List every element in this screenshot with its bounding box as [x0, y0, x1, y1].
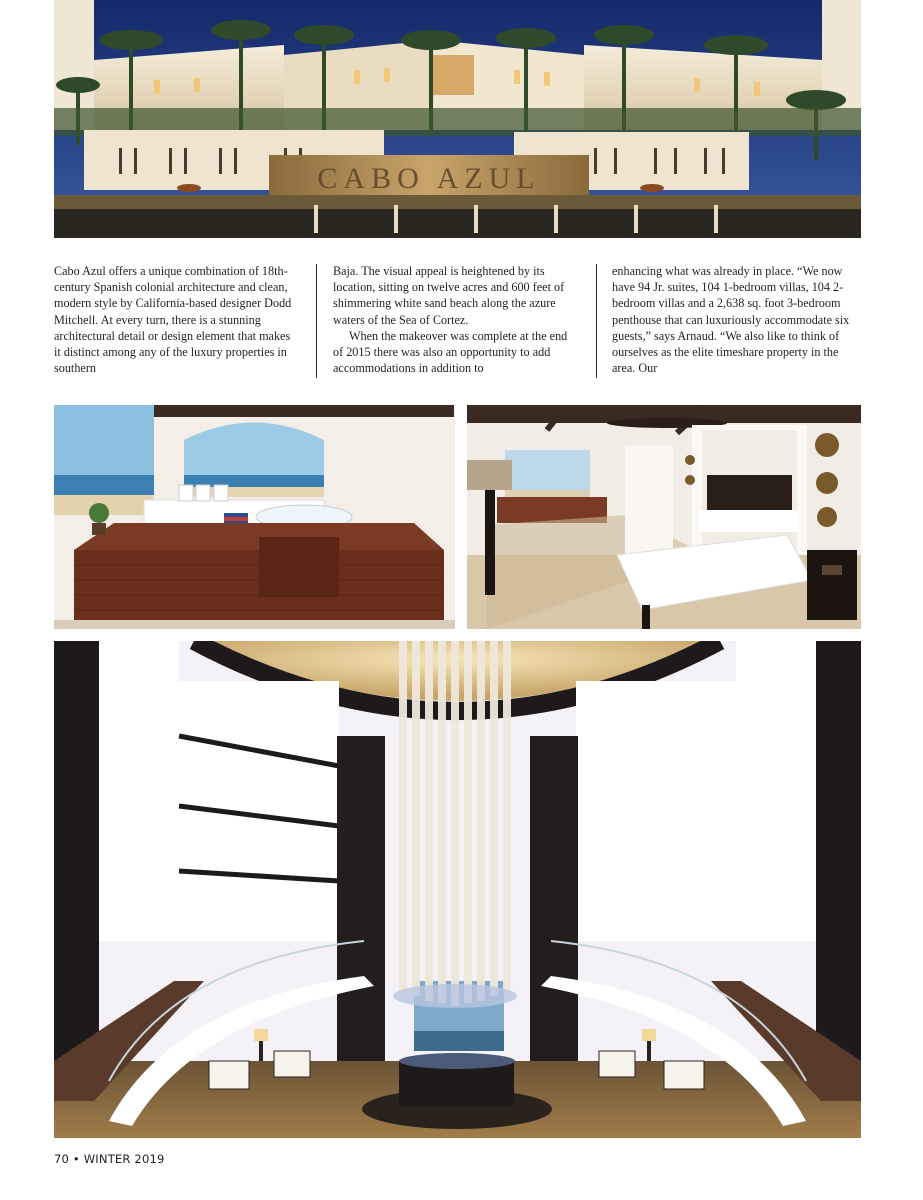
hero-photo-resort-entrance [54, 0, 861, 238]
photo-suite-jacuzzi [54, 405, 455, 629]
article-column-3 [612, 263, 857, 376]
column-1-paragraph-1: Cabo Azul offers a unique combination of 18th-century Spanish colonial architecture and clean, modern style by California-based designer Dodd Mitchell. At every turn, there is a stunning architectural detail or design element that makes it distinct among any of the luxury properties in southern [54, 264, 292, 376]
column-2-paragraph-1: Baja. The visual appeal is heightened by its location, sitting on twelve acres and 600 feet of shimmering white sand beach along the azure waters of the Sea of Cortez. [333, 264, 565, 327]
column-divider-2 [596, 264, 597, 378]
photo-suite-bedroom [467, 405, 861, 629]
column-2-paragraph-2: When the makeover was complete at the end of 2015 there was also an opportunity to add accommodations in addition to [333, 328, 568, 376]
cabo-azul-sign: CABO AZUL [317, 162, 541, 195]
column-divider-1 [316, 264, 317, 378]
article-column-1 [54, 263, 299, 376]
page-folio: 70 • WINTER 2019 [54, 1152, 165, 1166]
article-column-2 [333, 263, 578, 376]
column-3-paragraph-1: enhancing what was already in place. “We now have 94 Jr. suites, 104 1-bedroom villas, 104 2-bedroom villas and a 2,638 sq. foot 3-bedroom penthouse that can luxuriously accommodate six guests,” says Arnaud. “We also like to think of ourselves as the elite timeshare property in the area. Our [612, 264, 850, 376]
photo-lobby-atrium [54, 641, 861, 1138]
